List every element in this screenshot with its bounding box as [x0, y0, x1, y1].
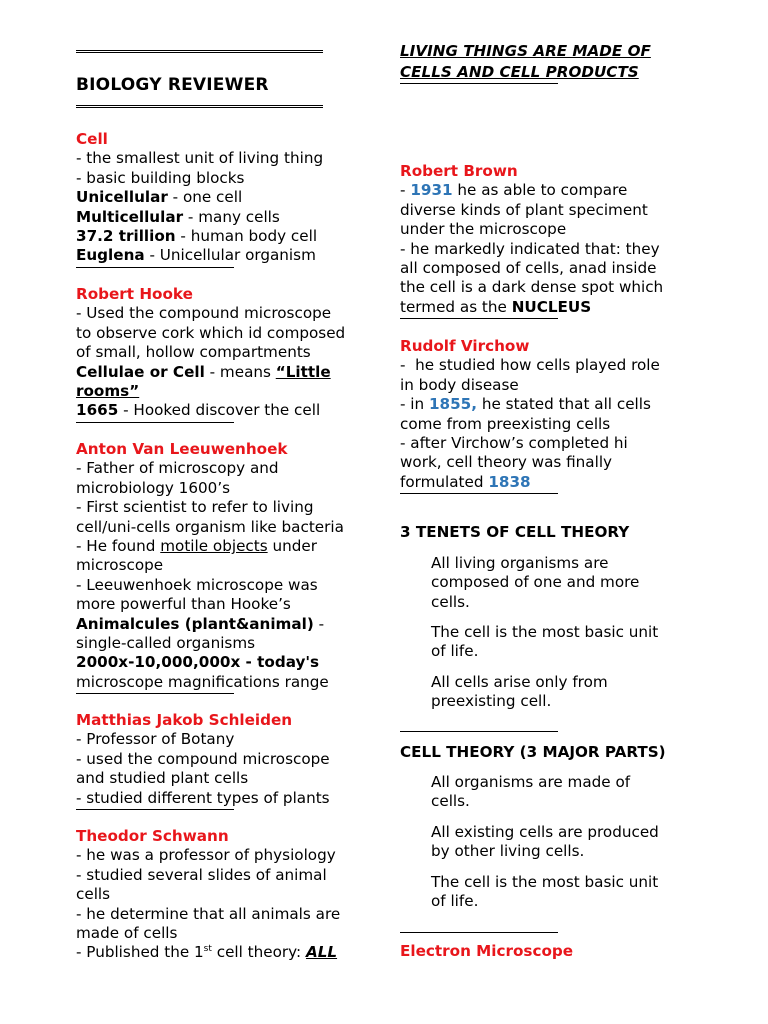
text-line: - studied different types of plants: [76, 788, 330, 807]
page-title: BIOLOGY REVIEWER: [76, 75, 269, 95]
text-line: - basic building blocks: [76, 168, 245, 187]
definition: - means: [204, 362, 276, 381]
section-separator: [400, 932, 558, 933]
text-line: All organisms are made of: [431, 773, 631, 791]
text-line: [76, 615, 376, 634]
section-schleiden: [76, 711, 376, 810]
text: cell theory:: [211, 943, 306, 962]
section-separator: [76, 693, 234, 694]
text: he stated that all cells: [477, 395, 651, 414]
definition: -: [313, 614, 325, 633]
major-part-item: [400, 773, 701, 812]
text-line: - he determine that all animals are: [76, 904, 341, 923]
text-line: [76, 537, 376, 556]
text-line: [76, 653, 376, 672]
text-line: cell/uni-cells organism like bacteria: [76, 517, 344, 536]
definition: - Unicellular organism: [144, 246, 316, 265]
tenet-item: [400, 554, 701, 612]
definition: - human body cell: [175, 227, 318, 246]
section-rudolf-virchow: [400, 337, 700, 494]
text-line: [76, 227, 376, 246]
section-separator: [400, 318, 558, 319]
term: Euglena: [76, 246, 145, 265]
text-line: the cell is a dark dense spot which: [400, 278, 664, 297]
section-heading-cell: Cell: [76, 130, 108, 148]
text-line: [76, 382, 376, 401]
text-line: [400, 298, 700, 317]
section-heading-brown: Robert Brown: [400, 162, 518, 180]
text-line: to observe cork which id composed: [76, 323, 346, 342]
text-line: [400, 473, 700, 492]
text-line: - Leeuwenhoek microscope was: [76, 575, 318, 594]
text-line: [76, 943, 376, 962]
text-line: - he studied how cells played role: [400, 356, 660, 375]
text-line: - studied several slides of animal: [76, 865, 327, 884]
text-line: [76, 363, 376, 382]
text-line: All cells arise only from: [431, 673, 608, 691]
text-line: and studied plant cells: [76, 769, 249, 788]
text-line: - he was a professor of physiology: [76, 846, 336, 865]
section-heading-tenets: 3 TENETS OF CELL THEORY: [400, 523, 630, 541]
text: -: [400, 181, 411, 200]
text-line: - First scientist to refer to living: [76, 498, 314, 517]
section-separator: [76, 809, 234, 810]
title-rule-top: [76, 50, 323, 53]
section-heading-schleiden: Matthias Jakob Schleiden: [76, 711, 293, 729]
major-part-item: [400, 873, 701, 912]
definition: - one cell: [167, 188, 243, 207]
text-line: cells.: [431, 592, 470, 611]
section-heading-hooke: Robert Hooke: [76, 285, 193, 303]
term: 37.2 trillion: [76, 227, 176, 246]
section-separator: [400, 83, 558, 84]
year: 1665: [76, 401, 119, 420]
text-line: [76, 188, 376, 207]
section-heading-schwann: Theodor Schwann: [76, 827, 229, 845]
definition: - Hooked discover the cell: [118, 401, 321, 420]
section-schwann: [76, 827, 376, 963]
term: NUCLEUS: [511, 297, 592, 316]
section-heading-electron-microscope: Electron Microscope: [400, 942, 574, 960]
term: Cellulae or Cell: [76, 362, 205, 381]
term: 2000x-10,000,000x - today's: [76, 653, 320, 672]
emphasis: ALL: [305, 943, 338, 962]
text-line: microscope: [76, 556, 164, 575]
right-title: [400, 41, 700, 84]
title-line: LIVING THINGS ARE MADE OF: [400, 42, 651, 60]
text-line: The cell is the most basic unit: [431, 623, 659, 641]
text-line: diverse kinds of plant speciment: [400, 200, 648, 219]
section-separator: [400, 493, 558, 494]
quote: rooms”: [76, 382, 140, 401]
section-robert-hooke: [76, 285, 376, 423]
text-line: composed of one and more: [431, 573, 640, 592]
year: 1855,: [428, 395, 478, 414]
text-line: microscope magnifications range: [76, 672, 329, 691]
text-line: microbiology 1600’s: [76, 478, 231, 497]
text-line: of life.: [431, 642, 479, 661]
section-heading-leeuwenhoek: Anton Van Leeuwenhoek: [76, 440, 288, 458]
text: - in: [400, 395, 429, 414]
text-line: All living organisms are: [431, 554, 609, 572]
text: - Published the 1: [76, 943, 204, 962]
text-line: by other living cells.: [431, 842, 585, 861]
text-line: - after Virchow’s completed hi: [400, 434, 628, 453]
text-line: [400, 395, 700, 414]
term: Unicellular: [76, 188, 168, 207]
section-leeuwenhoek: [76, 440, 376, 694]
text-line: - used the compound microscope: [76, 749, 330, 768]
section-separator: [400, 731, 558, 732]
text-line: under the microscope: [400, 220, 567, 239]
text: termed as the: [400, 297, 512, 316]
section-heading-major-parts: CELL THEORY (3 MAJOR PARTS): [400, 743, 666, 761]
section-robert-brown: [400, 162, 700, 319]
text-line: cells: [76, 885, 111, 904]
text: - He found: [76, 537, 161, 556]
year: 1838: [488, 472, 531, 491]
text: formulated: [400, 472, 489, 491]
text-line: made of cells: [76, 924, 178, 943]
text-line: - the smallest unit of living thing: [76, 149, 324, 168]
text-line: come from preexisting cells: [400, 414, 611, 433]
title-rule-bottom: [76, 105, 323, 108]
text-line: work, cell theory was finally: [400, 453, 613, 472]
tenet-item: [400, 673, 701, 712]
quote: “Little: [275, 362, 331, 381]
text-line: cells.: [431, 792, 470, 811]
text-line: single-called organisms: [76, 634, 256, 653]
text-line: [76, 401, 376, 420]
section-heading-virchow: Rudolf Virchow: [400, 337, 530, 355]
term: Multicellular: [76, 207, 184, 226]
text-line: [76, 246, 376, 265]
text-line: All existing cells are produced: [431, 823, 659, 841]
text: under: [267, 537, 317, 556]
text-line: of small, hollow compartments: [76, 343, 311, 362]
major-part-item: [400, 823, 721, 862]
term: Animalcules (plant&animal): [76, 614, 314, 633]
text-line: The cell is the most basic unit: [431, 873, 659, 891]
superscript: st: [203, 944, 212, 955]
title-line: CELLS AND CELL PRODUCTS: [400, 63, 639, 81]
text: he as able to compare: [452, 181, 628, 200]
text-line: all composed of cells, anad inside: [400, 259, 657, 278]
section-cell: [76, 130, 376, 268]
definition: - many cells: [183, 207, 280, 226]
text-line: preexisting cell.: [431, 692, 552, 711]
text-line: more powerful than Hooke’s: [76, 595, 291, 614]
text-line: in body disease: [400, 375, 519, 394]
text-line: [400, 181, 700, 200]
text-line: - Used the compound microscope: [76, 304, 332, 323]
year: 1931: [410, 181, 453, 200]
underlined-term: motile objects: [160, 537, 268, 556]
text-line: [76, 208, 376, 227]
text-line: - he markedly indicated that: they: [400, 239, 660, 258]
section-separator: [76, 267, 234, 268]
section-separator: [76, 422, 234, 423]
text-line: - Father of microscopy and: [76, 459, 279, 478]
text-line: - Professor of Botany: [76, 730, 235, 749]
text-line: of life.: [431, 892, 479, 911]
tenet-item: [400, 623, 701, 662]
